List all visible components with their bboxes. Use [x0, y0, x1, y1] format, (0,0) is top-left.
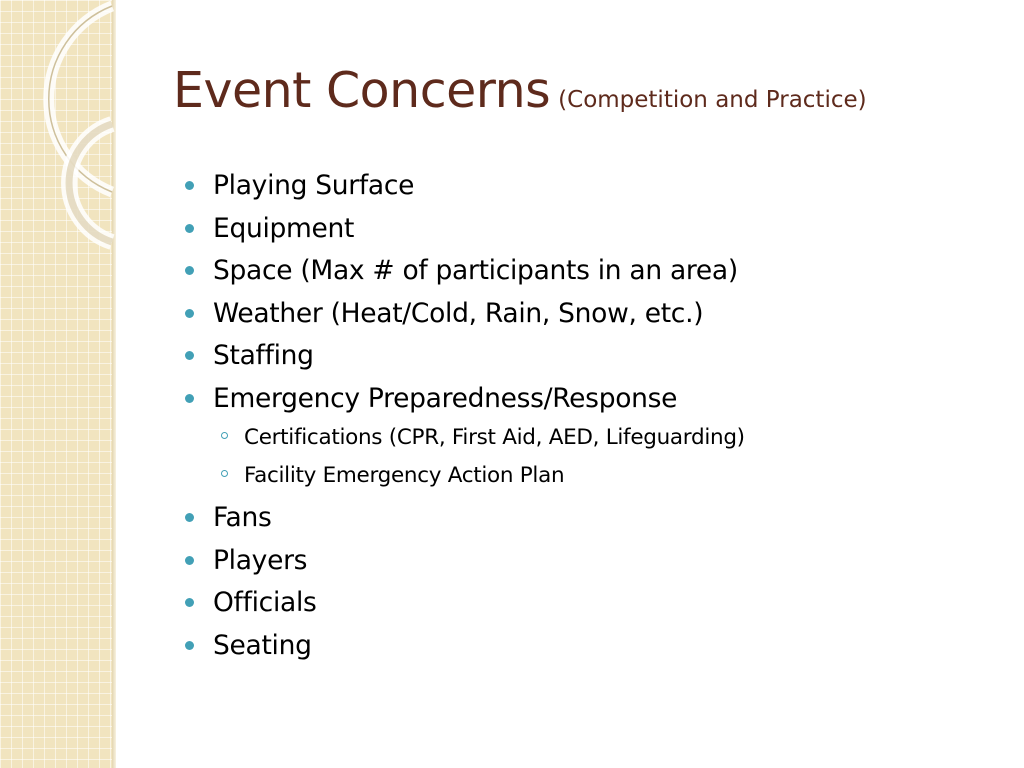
- bullet-item: [184, 625, 745, 668]
- sub-bullet-item: [213, 419, 745, 457]
- bullet-text: Players: [213, 544, 308, 576]
- bullet-item: [184, 582, 745, 625]
- bullet-dot-icon: [185, 513, 194, 522]
- bullet-item: [184, 497, 745, 540]
- bullet-item: [184, 208, 745, 251]
- bullet-dot-icon: [185, 181, 194, 190]
- bullet-item: [184, 378, 745, 495]
- sub-bullet-ring-icon: [221, 470, 228, 477]
- bullet-text: Playing Surface: [213, 170, 415, 201]
- title-text: Event Concerns: [173, 62, 551, 119]
- bullet-text: Emergency Preparedness/Response: [213, 382, 678, 414]
- sub-bullet-ring-icon: [221, 432, 228, 439]
- bullet-dot-icon: [185, 351, 194, 360]
- bullet-dot-icon: [185, 641, 194, 650]
- bullet-text: Weather (Heat/Cold, Rain, Snow, etc.): [213, 297, 704, 329]
- bullet-text: Equipment: [213, 212, 355, 244]
- bullet-text: Seating: [213, 629, 312, 661]
- bullet-text: Staffing: [213, 340, 314, 371]
- bullet-text: Officials: [213, 587, 317, 618]
- bullet-text: Fans: [213, 502, 272, 533]
- slide-title: [173, 62, 867, 119]
- bullet-item: [184, 293, 745, 336]
- bullet-item: [184, 335, 745, 378]
- bullet-text: Space (Max # of participants in an area): [213, 255, 738, 286]
- decorative-circles-graphic: [0, 0, 130, 270]
- bullet-dot-icon: [185, 309, 194, 318]
- sub-bullet-item: [213, 457, 745, 495]
- bullet-list: [184, 165, 745, 667]
- bullet-item: [184, 250, 745, 293]
- bullet-dot-icon: [185, 224, 194, 233]
- sub-bullet-text: Facility Emergency Action Plan: [244, 462, 565, 488]
- bullet-dot-icon: [185, 394, 194, 403]
- sub-bullet-list: [213, 419, 745, 494]
- bullet-dot-icon: [185, 266, 194, 275]
- bullet-item: [184, 540, 745, 583]
- bullet-item: [184, 165, 745, 208]
- bullet-dot-icon: [185, 598, 194, 607]
- title-subtitle: (Competition and Practice): [558, 87, 867, 113]
- sub-bullet-text: Certifications (CPR, First Aid, AED, Lifeguarding): [244, 425, 745, 450]
- bullet-dot-icon: [185, 556, 194, 565]
